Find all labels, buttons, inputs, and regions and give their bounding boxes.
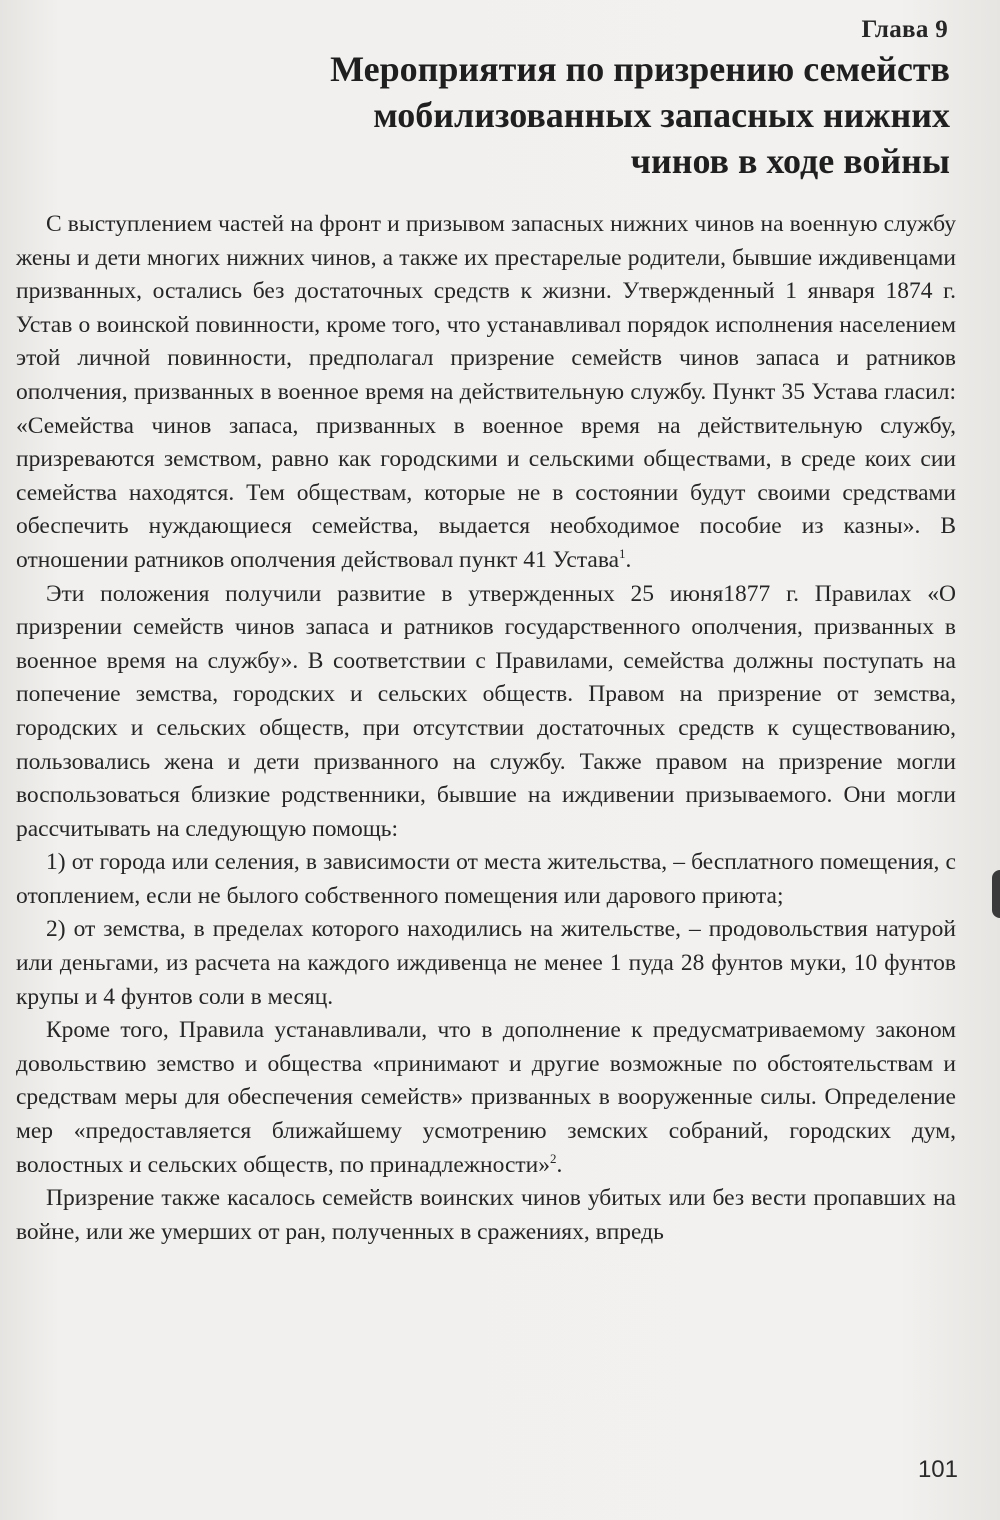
paragraph-text: С выступлением частей на фронт и призывом запасных нижних чинов на военную службу жены и дети многих нижних чинов, а также их престарелые родители, бывшие иждивенцами призванных, остались без достаточных средств к жизни. Утвержденный 1 января 1874 г. Устав о воинской повинности, кроме того, что устанавливал порядок исполнения населением этой личной повинности, предполагал призрение семейств чинов запаса и ратников ополчения, призванных в военное время на действительную службу. Пункт 35 Устава гласил: «Семейства чинов запаса, призванных в военное время на действительную службу, призреваются земством, равно как городскими и сельскими обществами, в среде коих сии семейства находятся. Тем обществам, которые не в состоянии будут своими средствами обеспечить нуждающиеся семейства, выдается необходимое пособие из казны». В отношении ратников ополчения действовал пункт 41 Устава	[16, 211, 956, 573]
footnote-marker: 1	[619, 546, 626, 562]
chapter-label: Глава 9	[861, 16, 948, 43]
paragraph-text: Призрение также касалось семейств воинских чинов убитых или без вести пропавших на войне, или же умерших от ран, полученных в сражениях, впредь	[16, 1185, 956, 1245]
paragraph-text: Эти положения получили развитие в утвержденных 25 июня1877 г. Правилах «О призрении семейств чинов запаса и ратников государственного ополчения, призванных в военное время на службу». В соответствии с Правилами, семейства должны поступать на попечение земства, городских и сельских обществ. Правом на призрение от земства, городских и сельских обществ, при отсутствии достаточных средств к существованию, пользовались жена и дети призванного на службу. Также правом на призрение могли воспользоваться близкие родственники, бывшие на иждивении призываемого. Они могли рассчитывать на следующую помощь:	[16, 580, 956, 842]
chapter-title-line: мобилизованных запасных нижних	[373, 95, 950, 135]
paragraph: Кроме того, Правила устанавливали, что в дополнение к предусматриваемому законом довольствию земство и общества «принимают и другие возможные по обстоятельствам и средствам меры для обеспечения семейств» призванных в вооруженные силы. Определение мер «предоставляется ближайшему усмотрению земских собраний, городских дум, волостных и сельских обществ, по принадлежности»$^2$.	[16, 1017, 956, 1178]
page-number: 101	[917, 1456, 958, 1483]
paragraph-text: 2) от земства, в пределах которого находились на жительстве, – продовольствия натурой или деньгами, из расчета на каждого иждивенца не менее 1 пуда 28 фунтов муки, 10 фунтов крупы и 4 фунтов соли в месяц.	[16, 916, 956, 1010]
chapter-title-line: Мероприятия по призрению семейств	[330, 49, 950, 89]
paragraph-text: 1) от города или селения, в зависимости от места жительства, – бесплатного помещения, с отоплением, если не былого собственного помещения или дарового приюта;	[16, 849, 956, 909]
chapter-title	[190, 46, 950, 184]
list-item-paragraph	[16, 846, 956, 913]
paragraph	[16, 578, 956, 847]
paragraph	[16, 1182, 956, 1249]
list-item-paragraph	[16, 913, 956, 1014]
paragraph: С выступлением частей на фронт и призывом запасных нижних чинов на военную службу жены и дети многих нижних чинов, а также их престарелые родители, бывшие иждивенцами призванных, остались без достаточных средств к жизни. Утвержденный 1 января 1874 г. Устав о воинской повинности, кроме того, что устанавливал порядок исполнения населением этой личной повинности, предполагал призрение семейств чинов запаса и ратников ополчения, призванных в военное время на действительную службу. Пункт 35 Устава гласил: «Семейства чинов запаса, призванных в военное время на действительную службу, призреваются земством, равно как городскими и сельскими обществами, в среде коих сии семейства находятся. Тем обществам, которые не в состоянии будут своими средствами обеспечить нуждающиеся семейства, выдается необходимое пособие из казны». В отношении ратников ополчения действовал пункт 41 Устава$^1$.	[16, 211, 956, 573]
page-edge-tab	[992, 870, 1000, 918]
paragraph-text: Кроме того, Правила устанавливали, что в дополнение к предусматриваемому законом довольствию земство и общества «принимают и другие возможные по обстоятельствам и средствам меры для обеспечения семейств» призванных в вооруженные силы. Определение мер «предоставляется ближайшему усмотрению земских собраний, городских дум, волостных и сельских обществ, по принадлежности»	[16, 1017, 956, 1178]
chapter-title-line: чинов в ходе войны	[630, 141, 950, 181]
body-text	[16, 208, 956, 1249]
footnote-marker: 2	[549, 1150, 557, 1166]
